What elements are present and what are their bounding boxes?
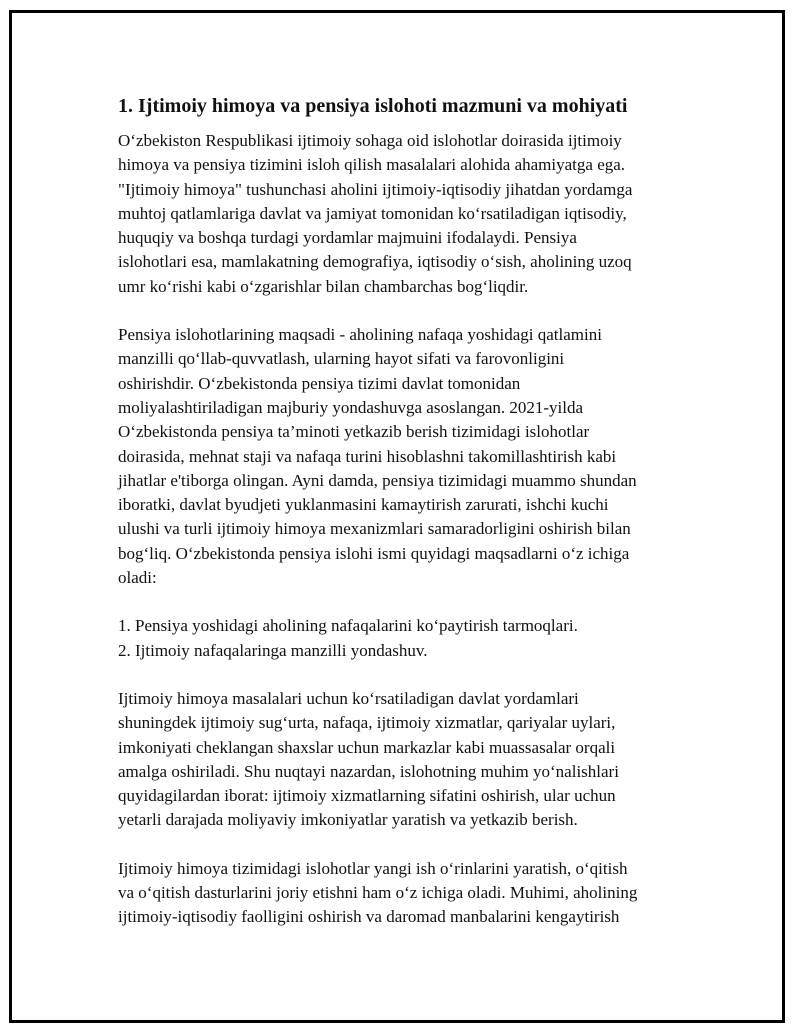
text-line: bog‘liq. O‘zbekistonda pensiya islohi ismi quyidagi maqsadlarni o‘z ichiga xyxy=(118,543,630,563)
paragraph-2 xyxy=(118,323,698,590)
text-line: Pensiya islohotlarining maqsadi - aholining nafaqa yoshidagi qatlamini xyxy=(118,325,602,345)
text-line: islohotlari esa, mamlakatning demografiya, iqtisodiy o‘sish, aholining uzoq xyxy=(118,252,632,272)
list-item: 1. Pensiya yoshidagi aholining nafaqalarini ko‘paytirish tarmoqlari. xyxy=(118,616,578,636)
text-line: Ijtimoiy himoya tizimidagi islohotlar yangi ish o‘rinlarini yaratish, o‘qitish xyxy=(118,858,628,878)
text-line: O‘zbekiston Respublikasi ijtimoiy sohaga oid islohotlar doirasida ijtimoiy xyxy=(118,131,622,150)
text-line: yetarli darajada moliyaviy imkoniyatlar yaratish va yetkazib berish. xyxy=(118,810,578,830)
document-body xyxy=(118,93,698,954)
list-item: 2. Ijtimoiy nafaqalaringa manzilli yondashuv. xyxy=(118,640,428,660)
text-line: amalga oshiriladi. Shu nuqtayi nazardan, islohotning muhim yo‘nalishlari xyxy=(118,761,619,781)
paragraph-3 xyxy=(118,687,698,833)
text-line: quyidagilardan iborat: ijtimoiy xizmatlarning sifatini oshirish, ular uchun xyxy=(118,786,616,806)
section-heading: 1. Ijtimoiy himoya va pensiya islohoti mazmuni va mohiyati xyxy=(118,95,628,117)
text-line: moliyalashtiriladigan majburiy yondashuvga asoslangan. 2021-yilda xyxy=(118,397,584,417)
text-line: imkoniyati cheklangan shaxslar uchun markazlar kabi muassasalar orqali xyxy=(118,737,616,757)
goals-list xyxy=(118,614,698,663)
text-line: shuningdek ijtimoiy sug‘urta, nafaqa, ijtimoiy xizmatlar, qariyalar uylari, xyxy=(118,713,616,733)
text-line: jihatlar e'tiborga olingan. Ayni damda, pensiya tizimidagi muammo shundan xyxy=(118,470,637,490)
paragraph-4 xyxy=(118,857,698,930)
text-line: iboratki, davlat byudjeti yuklanmasini kamaytirish zarurati, ishchi kuchi xyxy=(118,495,609,515)
text-line: umr ko‘rishi kabi o‘zgarishlar bilan chambarchas bog‘liqdir. xyxy=(118,276,529,296)
text-line: O‘zbekistonda pensiya ta’minoti yetkazib berish tizimidagi islohotlar xyxy=(118,422,590,442)
text-line: doirasida, mehnat staji va nafaqa turini hisoblashni takomillashtirish kabi xyxy=(118,446,617,466)
text-line: va o‘qitish dasturlarini joriy etishni ham o‘z ichiga oladi. Muhimi, aholining xyxy=(118,883,638,903)
text-line: oladi: xyxy=(118,568,157,588)
text-line: Ijtimoiy himoya masalalari uchun ko‘rsatiladigan davlat yordamlari xyxy=(118,688,579,708)
text-line: himoya va pensiya tizimini isloh qilish masalalari alohida ahamiyatga ega. xyxy=(118,155,626,175)
text-line: manzilli qo‘llab-quvvatlash, ularning hayot sifati va farovonligini xyxy=(118,349,565,369)
text-line: "Ijtimoiy himoya" tushunchasi aholini ijtimoiy-iqtisodiy jihatdan yordamga xyxy=(118,179,633,199)
text-line: muhtoj qatlamlariga davlat va jamiyat tomonidan ko‘rsatiladigan iqtisodiy, xyxy=(118,203,627,223)
text-line: ulushi va turli ijtimoiy himoya mexanizmlari samaradorligini oshirish bilan xyxy=(118,519,631,539)
text-line: huquqiy va boshqa turdagi yordamlar majmuini ifodalaydi. Pensiya xyxy=(118,228,577,248)
text-line: oshirishdir. O‘zbekistonda pensiya tizimi davlat tomonidan xyxy=(118,373,521,393)
text-line: ijtimoiy-iqtisodiy faolligini oshirish va daromad manbalarini kengaytirish xyxy=(118,907,620,927)
paragraph-1 xyxy=(118,129,698,299)
